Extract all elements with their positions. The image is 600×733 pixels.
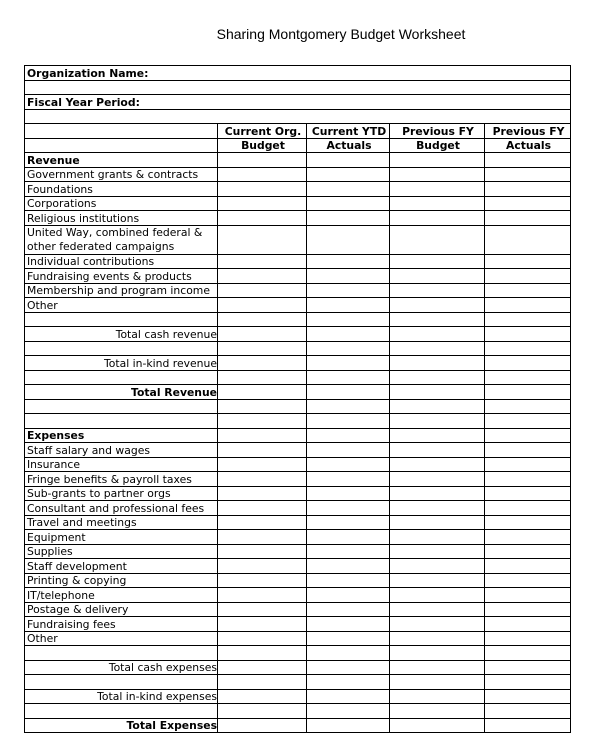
amount-cell[interactable] [390, 269, 485, 284]
amount-cell[interactable] [218, 530, 307, 545]
expenses-item-label: Sub-grants to partner orgs [25, 486, 218, 501]
amount-cell[interactable] [307, 718, 390, 733]
amount-cell[interactable] [485, 718, 571, 733]
expenses-item-row [25, 602, 571, 617]
amount-cell[interactable] [307, 211, 390, 226]
amount-cell[interactable] [485, 225, 571, 254]
amount-cell[interactable] [307, 327, 390, 342]
blank-cell [25, 312, 218, 327]
amount-cell[interactable] [218, 225, 307, 254]
amount-cell[interactable] [485, 515, 571, 530]
amount-cell[interactable] [307, 182, 390, 197]
expenses-item-row [25, 588, 571, 603]
blank-row [25, 80, 571, 95]
amount-cell[interactable] [390, 486, 485, 501]
revenue-item-row [25, 167, 571, 182]
amount-cell[interactable] [218, 675, 307, 690]
revenue-item-row [25, 182, 571, 197]
revenue-item-row [25, 283, 571, 298]
blank-row [25, 109, 571, 124]
amount-cell[interactable] [485, 399, 571, 414]
amount-cell[interactable] [307, 559, 390, 574]
amount-cell[interactable] [218, 196, 307, 211]
amount-cell[interactable] [218, 617, 307, 632]
blank-cell [25, 675, 218, 690]
amount-cell[interactable] [390, 312, 485, 327]
expenses-item-row [25, 631, 571, 646]
expenses-item-label: Staff development [25, 559, 218, 574]
amount-cell[interactable] [390, 675, 485, 690]
amount-cell[interactable] [307, 312, 390, 327]
amount-cell[interactable] [485, 457, 571, 472]
amount-cell[interactable] [390, 588, 485, 603]
amount-cell[interactable] [218, 283, 307, 298]
amount-cell[interactable] [307, 356, 390, 371]
revenue-total-cash-row [25, 327, 571, 342]
expenses-item-label: IT/telephone [25, 588, 218, 603]
col-current-org-header: Current Org. [218, 124, 307, 139]
amount-cell[interactable] [390, 617, 485, 632]
amount-cell[interactable] [218, 312, 307, 327]
blank-row [25, 312, 571, 327]
revenue-total-inkind-row [25, 356, 571, 371]
expenses-item-row [25, 443, 571, 458]
column-header-row-1 [25, 124, 571, 139]
amount-cell[interactable] [390, 646, 485, 661]
revenue-total-cash-label: Total cash revenue [25, 327, 218, 342]
amount-cell[interactable] [307, 617, 390, 632]
amount-cell[interactable] [485, 370, 571, 385]
amount-cell[interactable] [307, 602, 390, 617]
revenue-item-row [25, 254, 571, 269]
col-actuals-subheader: Actuals [485, 138, 571, 153]
expenses-heading: Expenses [25, 428, 218, 443]
amount-cell[interactable] [485, 559, 571, 574]
amount-cell[interactable] [485, 602, 571, 617]
revenue-item-label: Corporations [25, 196, 218, 211]
amount-cell[interactable] [390, 443, 485, 458]
amount-cell[interactable] [307, 704, 390, 719]
amount-cell[interactable] [307, 631, 390, 646]
amount-cell[interactable] [390, 602, 485, 617]
amount-cell[interactable] [390, 399, 485, 414]
amount-cell[interactable] [485, 312, 571, 327]
amount-cell[interactable] [218, 327, 307, 342]
amount-cell[interactable] [307, 370, 390, 385]
expenses-item-label: Postage & delivery [25, 602, 218, 617]
amount-cell[interactable] [390, 385, 485, 400]
revenue-item-label: United Way, combined federal & other federated campaigns [25, 225, 218, 254]
amount-cell[interactable] [485, 689, 571, 704]
amount-cell[interactable] [218, 501, 307, 516]
amount-cell[interactable] [218, 559, 307, 574]
expenses-item-row [25, 501, 571, 516]
amount-cell[interactable] [307, 283, 390, 298]
blank-row [25, 399, 571, 414]
expenses-item-label: Fringe benefits & payroll taxes [25, 472, 218, 487]
amount-cell[interactable] [218, 298, 307, 313]
expenses-total-label: Total Expenses [25, 718, 218, 733]
amount-cell[interactable] [307, 385, 390, 400]
amount-cell[interactable] [390, 530, 485, 545]
expenses-item-label: Supplies [25, 544, 218, 559]
amount-cell[interactable] [218, 472, 307, 487]
amount-cell[interactable] [485, 182, 571, 197]
amount-cell[interactable] [218, 689, 307, 704]
col-previous-fy-actuals-header: Previous FY [485, 124, 571, 139]
expenses-item-label: Printing & copying [25, 573, 218, 588]
blank-cell [25, 341, 218, 356]
amount-cell[interactable] [485, 660, 571, 675]
amount-cell[interactable] [390, 559, 485, 574]
amount-cell[interactable] [485, 675, 571, 690]
amount-cell[interactable] [485, 428, 571, 443]
amount-cell[interactable] [485, 254, 571, 269]
amount-cell[interactable] [485, 588, 571, 603]
amount-cell[interactable] [390, 660, 485, 675]
fiscal-year-row [25, 95, 571, 110]
amount-cell[interactable] [218, 370, 307, 385]
col-previous-fy-budget-header: Previous FY [390, 124, 485, 139]
amount-cell[interactable] [307, 675, 390, 690]
amount-cell[interactable] [390, 341, 485, 356]
amount-cell[interactable] [390, 327, 485, 342]
amount-cell[interactable] [307, 428, 390, 443]
expenses-item-row [25, 573, 571, 588]
amount-cell[interactable] [485, 544, 571, 559]
revenue-heading: Revenue [25, 153, 218, 168]
budget-worksheet-table [24, 65, 571, 733]
expenses-item-row [25, 530, 571, 545]
amount-cell[interactable] [485, 486, 571, 501]
revenue-item-label: Foundations [25, 182, 218, 197]
revenue-total-label: Total Revenue [25, 385, 218, 400]
amount-cell[interactable] [390, 211, 485, 226]
amount-cell[interactable] [218, 167, 307, 182]
expenses-item-row [25, 486, 571, 501]
amount-cell[interactable] [390, 225, 485, 254]
expenses-item-row [25, 559, 571, 574]
amount-cell[interactable] [390, 428, 485, 443]
amount-cell[interactable] [390, 501, 485, 516]
amount-cell[interactable] [307, 588, 390, 603]
amount-cell[interactable] [307, 486, 390, 501]
amount-cell[interactable] [485, 617, 571, 632]
revenue-item-label: Government grants & contracts [25, 167, 218, 182]
amount-cell[interactable] [218, 211, 307, 226]
amount-cell[interactable] [307, 472, 390, 487]
amount-cell[interactable] [307, 544, 390, 559]
amount-cell[interactable] [218, 269, 307, 284]
amount-cell[interactable] [390, 515, 485, 530]
amount-cell[interactable] [485, 153, 571, 168]
blank-row [25, 704, 571, 719]
amount-cell[interactable] [485, 327, 571, 342]
amount-cell[interactable] [307, 298, 390, 313]
amount-cell[interactable] [218, 660, 307, 675]
column-header-row-2 [25, 138, 571, 153]
amount-cell[interactable] [307, 457, 390, 472]
amount-cell[interactable] [218, 631, 307, 646]
amount-cell[interactable] [218, 573, 307, 588]
amount-cell[interactable] [218, 254, 307, 269]
expenses-item-label: Consultant and professional fees [25, 501, 218, 516]
amount-cell[interactable] [307, 660, 390, 675]
amount-cell[interactable] [218, 486, 307, 501]
amount-cell[interactable] [390, 370, 485, 385]
revenue-item-label: Fundraising events & products [25, 269, 218, 284]
amount-cell[interactable] [485, 211, 571, 226]
amount-cell[interactable] [307, 443, 390, 458]
amount-cell[interactable] [485, 341, 571, 356]
amount-cell[interactable] [218, 341, 307, 356]
amount-cell[interactable] [390, 196, 485, 211]
expenses-item-label: Equipment [25, 530, 218, 545]
blank-row [25, 341, 571, 356]
amount-cell[interactable] [485, 501, 571, 516]
expenses-total-inkind-row [25, 689, 571, 704]
amount-cell[interactable] [307, 225, 390, 254]
amount-cell[interactable] [218, 646, 307, 661]
revenue-item-label: Religious institutions [25, 211, 218, 226]
amount-cell[interactable] [485, 631, 571, 646]
amount-cell[interactable] [218, 443, 307, 458]
amount-cell[interactable] [218, 602, 307, 617]
amount-cell[interactable] [307, 530, 390, 545]
amount-cell[interactable] [485, 196, 571, 211]
amount-cell[interactable] [218, 718, 307, 733]
amount-cell[interactable] [390, 283, 485, 298]
amount-cell[interactable] [485, 414, 571, 429]
blank-cell [25, 370, 218, 385]
revenue-item-row [25, 196, 571, 211]
amount-cell[interactable] [485, 298, 571, 313]
expenses-item-label: Fundraising fees [25, 617, 218, 632]
blank-row [25, 370, 571, 385]
amount-cell[interactable] [307, 689, 390, 704]
amount-cell[interactable] [390, 573, 485, 588]
revenue-item-row [25, 298, 571, 313]
amount-cell[interactable] [485, 443, 571, 458]
amount-cell[interactable] [218, 182, 307, 197]
expenses-item-row [25, 617, 571, 632]
amount-cell[interactable] [390, 472, 485, 487]
amount-cell[interactable] [307, 269, 390, 284]
blank-row [25, 414, 571, 429]
amount-cell[interactable] [307, 196, 390, 211]
amount-cell[interactable] [218, 399, 307, 414]
amount-cell[interactable] [485, 269, 571, 284]
revenue-total-row [25, 385, 571, 400]
amount-cell[interactable] [390, 704, 485, 719]
amount-cell[interactable] [485, 472, 571, 487]
amount-cell[interactable] [307, 254, 390, 269]
col-actuals-subheader: Actuals [307, 138, 390, 153]
amount-cell[interactable] [390, 718, 485, 733]
col-budget-subheader: Budget [218, 138, 307, 153]
expenses-item-row [25, 544, 571, 559]
expenses-heading-row [25, 428, 571, 443]
expenses-item-row [25, 515, 571, 530]
amount-cell[interactable] [307, 167, 390, 182]
amount-cell[interactable] [218, 385, 307, 400]
expenses-total-cash-label: Total cash expenses [25, 660, 218, 675]
amount-cell[interactable] [307, 646, 390, 661]
revenue-total-inkind-label: Total in-kind revenue [25, 356, 218, 371]
expenses-item-label: Travel and meetings [25, 515, 218, 530]
amount-cell[interactable] [485, 356, 571, 371]
expenses-total-cash-row [25, 660, 571, 675]
amount-cell[interactable] [485, 385, 571, 400]
amount-cell[interactable] [307, 573, 390, 588]
expenses-item-label: Insurance [25, 457, 218, 472]
expenses-total-inkind-label: Total in-kind expenses [25, 689, 218, 704]
amount-cell[interactable] [390, 631, 485, 646]
amount-cell[interactable] [218, 153, 307, 168]
organization-name-label: Organization Name: [25, 66, 571, 81]
expenses-total-row [25, 718, 571, 733]
col-budget-subheader: Budget [390, 138, 485, 153]
expenses-item-row [25, 457, 571, 472]
blank-row [25, 675, 571, 690]
amount-cell[interactable] [390, 298, 485, 313]
revenue-item-row [25, 269, 571, 284]
col-current-ytd-header: Current YTD [307, 124, 390, 139]
amount-cell[interactable] [218, 428, 307, 443]
amount-cell[interactable] [218, 544, 307, 559]
blank-cell [25, 414, 218, 429]
amount-cell[interactable] [390, 457, 485, 472]
blank-cell [25, 399, 218, 414]
amount-cell[interactable] [218, 588, 307, 603]
amount-cell[interactable] [390, 153, 485, 168]
amount-cell[interactable] [485, 283, 571, 298]
amount-cell[interactable] [307, 501, 390, 516]
amount-cell[interactable] [390, 254, 485, 269]
amount-cell[interactable] [218, 457, 307, 472]
amount-cell[interactable] [218, 704, 307, 719]
worksheet-title: Sharing Montgomery Budget Worksheet [216, 26, 466, 42]
amount-cell[interactable] [485, 646, 571, 661]
amount-cell[interactable] [485, 530, 571, 545]
amount-cell[interactable] [218, 414, 307, 429]
amount-cell[interactable] [485, 704, 571, 719]
blank-cell [25, 704, 218, 719]
amount-cell[interactable] [390, 167, 485, 182]
revenue-item-row [25, 211, 571, 226]
blank-row [25, 646, 571, 661]
expenses-item-row [25, 472, 571, 487]
revenue-heading-row [25, 153, 571, 168]
revenue-item-label: Membership and program income [25, 283, 218, 298]
revenue-item-row [25, 225, 571, 254]
amount-cell[interactable] [307, 399, 390, 414]
expenses-item-label: Staff salary and wages [25, 443, 218, 458]
amount-cell[interactable] [218, 356, 307, 371]
amount-cell[interactable] [390, 356, 485, 371]
revenue-item-label: Other [25, 298, 218, 313]
amount-cell[interactable] [485, 167, 571, 182]
amount-cell[interactable] [390, 182, 485, 197]
expenses-item-label: Other [25, 631, 218, 646]
amount-cell[interactable] [485, 573, 571, 588]
amount-cell[interactable] [307, 414, 390, 429]
revenue-item-label: Individual contributions [25, 254, 218, 269]
amount-cell[interactable] [307, 153, 390, 168]
amount-cell[interactable] [390, 544, 485, 559]
amount-cell[interactable] [307, 515, 390, 530]
amount-cell[interactable] [390, 414, 485, 429]
blank-cell [25, 646, 218, 661]
amount-cell[interactable] [390, 689, 485, 704]
amount-cell[interactable] [218, 515, 307, 530]
organization-row [25, 66, 571, 81]
amount-cell[interactable] [307, 341, 390, 356]
fiscal-year-label: Fiscal Year Period: [25, 95, 571, 110]
